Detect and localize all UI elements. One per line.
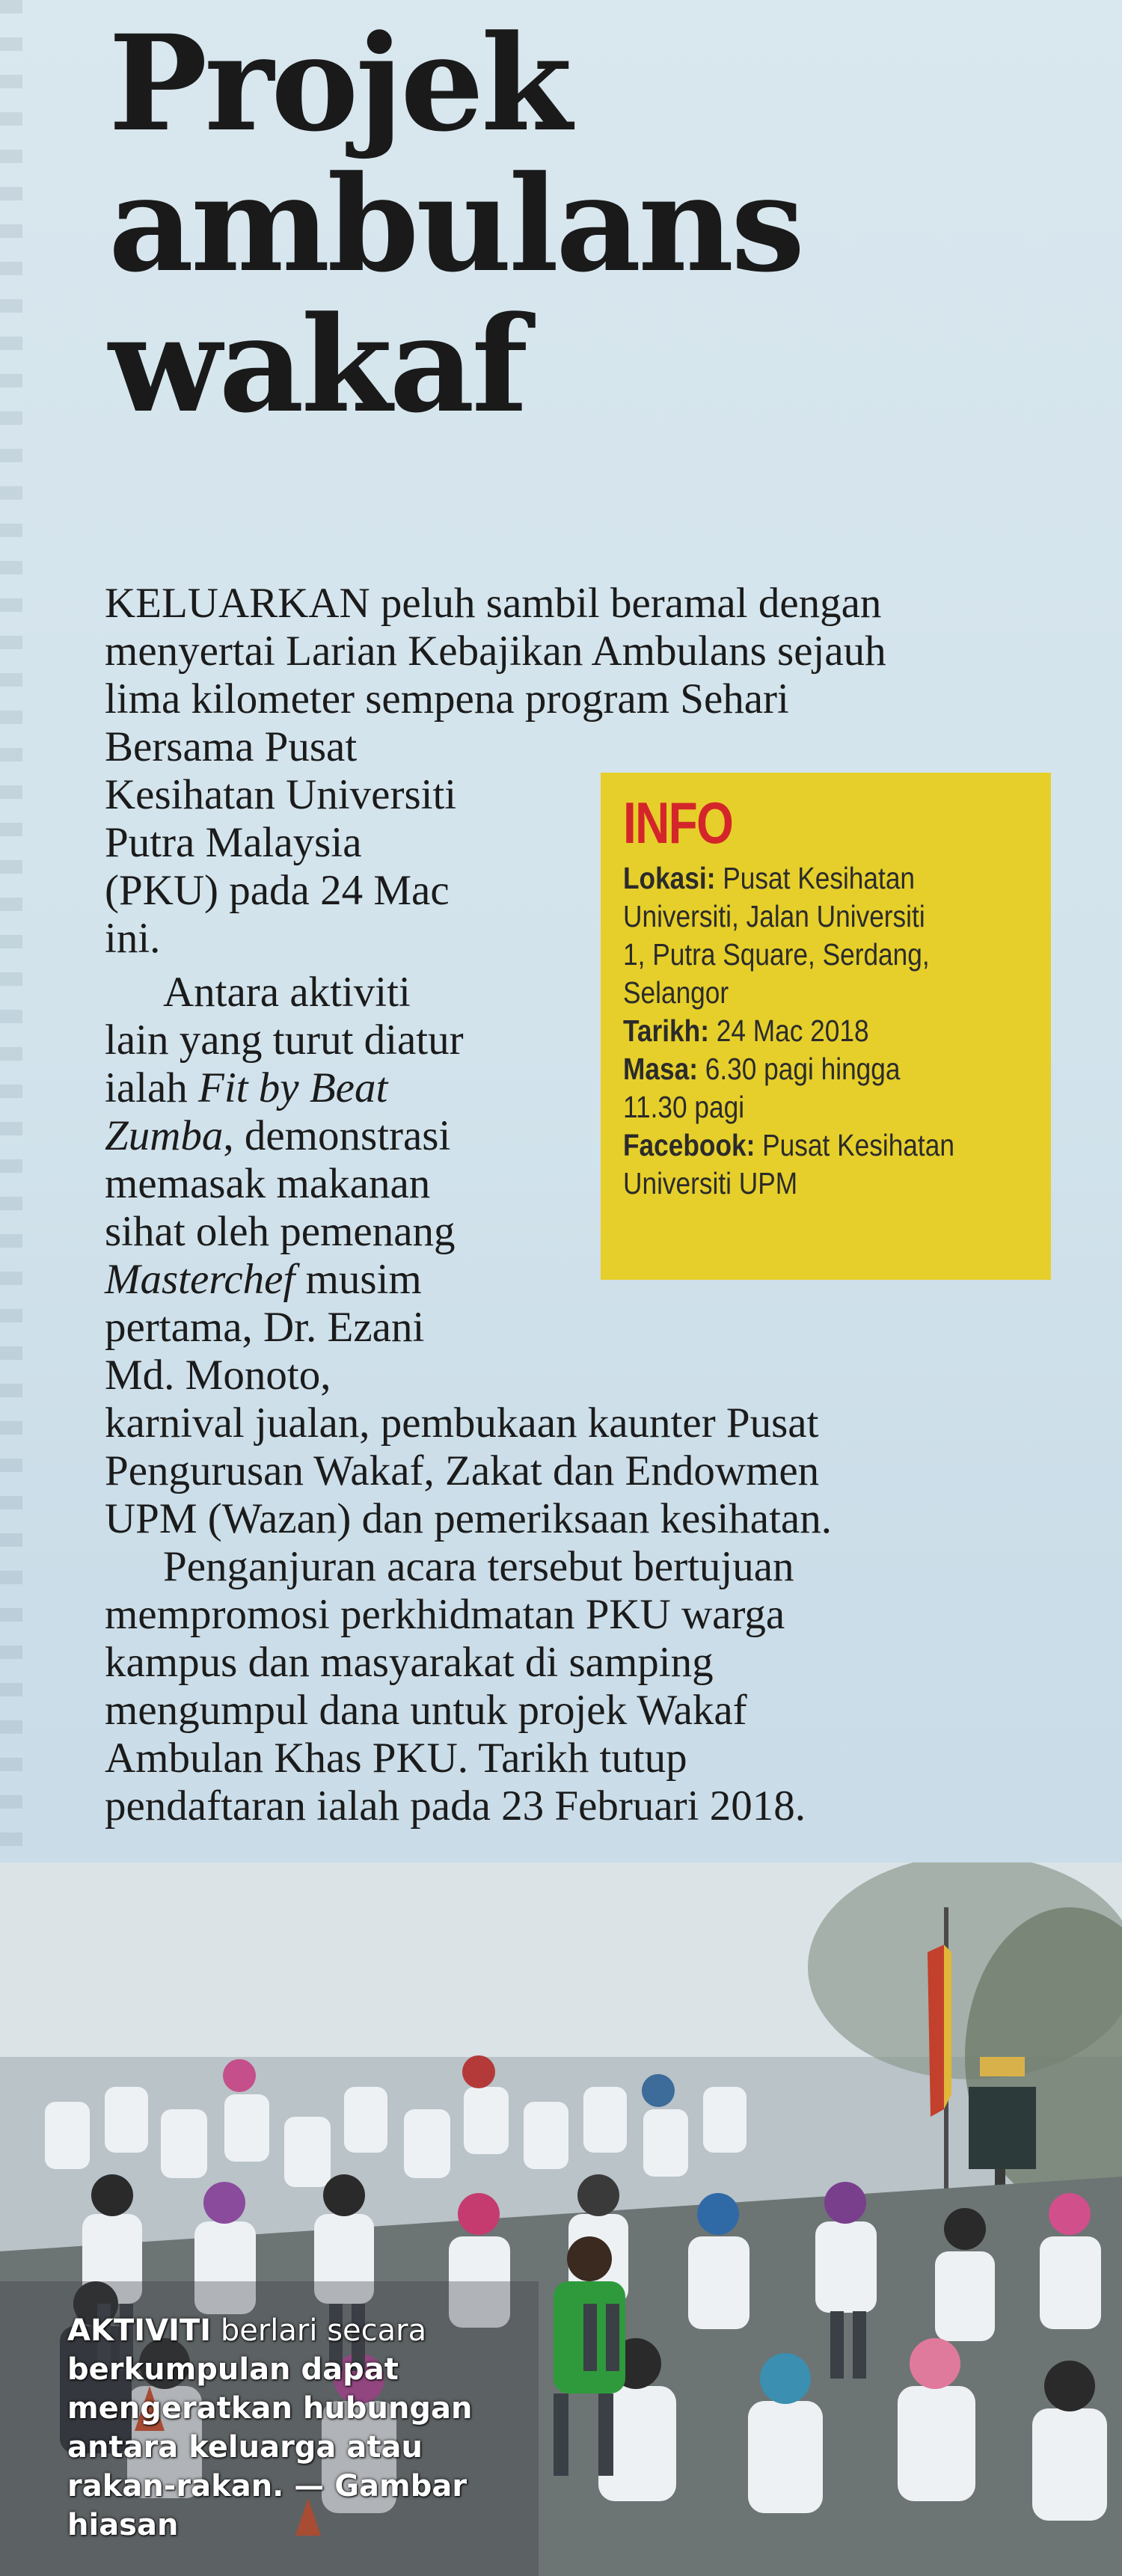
text-line: lima kilometer sempena program Sehari [105, 675, 789, 723]
info-lokasi [623, 859, 979, 898]
info-value: 6.30 pagi hingga [697, 1052, 901, 1086]
info-facebook [623, 1126, 979, 1165]
headline-line: wakaf [108, 287, 526, 442]
text-line: memasak makanan [105, 1160, 431, 1207]
info-value: Pusat Kesihatan [715, 861, 916, 895]
text-line: Ambulan Khas PKU. Tarikh tutup [105, 1735, 687, 1782]
text-line: Bersama Pusat [105, 723, 358, 770]
info-masa [623, 1050, 979, 1088]
info-tarikh [623, 1012, 979, 1050]
paragraph-intro-narrow [105, 723, 456, 963]
text-line: mengumpul dana untuk projek Wakaf [105, 1687, 747, 1734]
caption-text: berlari secara [211, 2313, 427, 2348]
paragraph-activities-continued [105, 1399, 832, 1543]
caption-line: berkumpulan dapat [67, 2352, 399, 2387]
info-label: Tarikh: [623, 1013, 709, 1048]
text-line: Pengurusan Wakaf, Zakat dan Endowmen [105, 1447, 820, 1494]
info-label: Masa: [623, 1052, 698, 1086]
info-label: Lokasi: [623, 861, 716, 895]
text-line: Kesihatan Universiti [105, 771, 457, 818]
info-lokasi-line: 1, Putra Square, Serdang, [623, 937, 930, 972]
text-line: sihat oleh pemenang [105, 1208, 456, 1255]
text-line: Antara aktiviti [163, 969, 411, 1016]
caption-bold: AKTIVITI [67, 2313, 212, 2348]
text-line: mempromosi perkhidmatan PKU warga [105, 1591, 785, 1638]
text-fragment: ialah [105, 1064, 199, 1111]
info-masa-line: 11.30 pagi [623, 1090, 745, 1124]
caption-line: rakan-rakan. — Gambar [67, 2469, 468, 2503]
text-line [105, 1256, 464, 1304]
text-line: Putra Malaysia [105, 819, 362, 866]
info-lokasi-line: Selangor [623, 975, 729, 1010]
text-line: menyertai Larian Kebajikan Ambulans sejauh [105, 628, 886, 675]
text-line: ini. [105, 915, 161, 962]
caption-line: antara keluarga atau [67, 2430, 423, 2465]
text-line: lain yang turut diatur [105, 1016, 464, 1064]
italic-text: Fit by Beat [198, 1064, 388, 1111]
info-value: 24 Mac 2018 [708, 1013, 869, 1048]
headline [108, 6, 803, 442]
headline-line: Projek [108, 6, 570, 161]
text-line: karnival jualan, pembukaan kaunter Pusat [105, 1399, 819, 1447]
text-line: (PKU) pada 24 Mac [105, 867, 450, 914]
caption-line: mengeratkan hubungan [67, 2391, 473, 2426]
info-label: Facebook: [623, 1128, 755, 1162]
text-line: Md. Monoto, [105, 1352, 331, 1399]
text-line: KELUARKAN peluh sambil beramal dengan [105, 580, 882, 627]
paragraph-activities [105, 969, 464, 1399]
text-line [105, 1064, 464, 1112]
caption-line: hiasan [67, 2508, 179, 2542]
headline-line: ambulans [108, 147, 803, 301]
info-title: INFO [623, 790, 733, 856]
info-box [601, 773, 1051, 1280]
caption-line [67, 2311, 473, 2350]
text-line [105, 1112, 464, 1160]
text-line: kampus dan masyarakat di samping [105, 1639, 714, 1686]
text-fragment: musim [295, 1256, 422, 1303]
photo-caption [67, 2311, 473, 2545]
text-line: UPM (Wazan) dan pemeriksaan kesihatan. [105, 1495, 832, 1542]
text-line: Penganjuran acara tersebut bertujuan [163, 1543, 794, 1590]
info-facebook-line: Universiti UPM [623, 1166, 798, 1200]
text-fragment: , demonstrasi [223, 1112, 451, 1159]
italic-text: Masterchef [105, 1256, 295, 1303]
text-line: pertama, Dr. Ezani [105, 1304, 425, 1351]
paragraph-intro [105, 580, 886, 723]
info-lokasi-line: Universiti, Jalan Universiti [623, 899, 925, 933]
italic-text: Zumba [105, 1112, 224, 1159]
text-line: pendaftaran ialah pada 23 Februari 2018. [105, 1782, 806, 1830]
info-value: Pusat Kesihatan [755, 1128, 954, 1162]
paragraph-purpose [105, 1543, 806, 1830]
